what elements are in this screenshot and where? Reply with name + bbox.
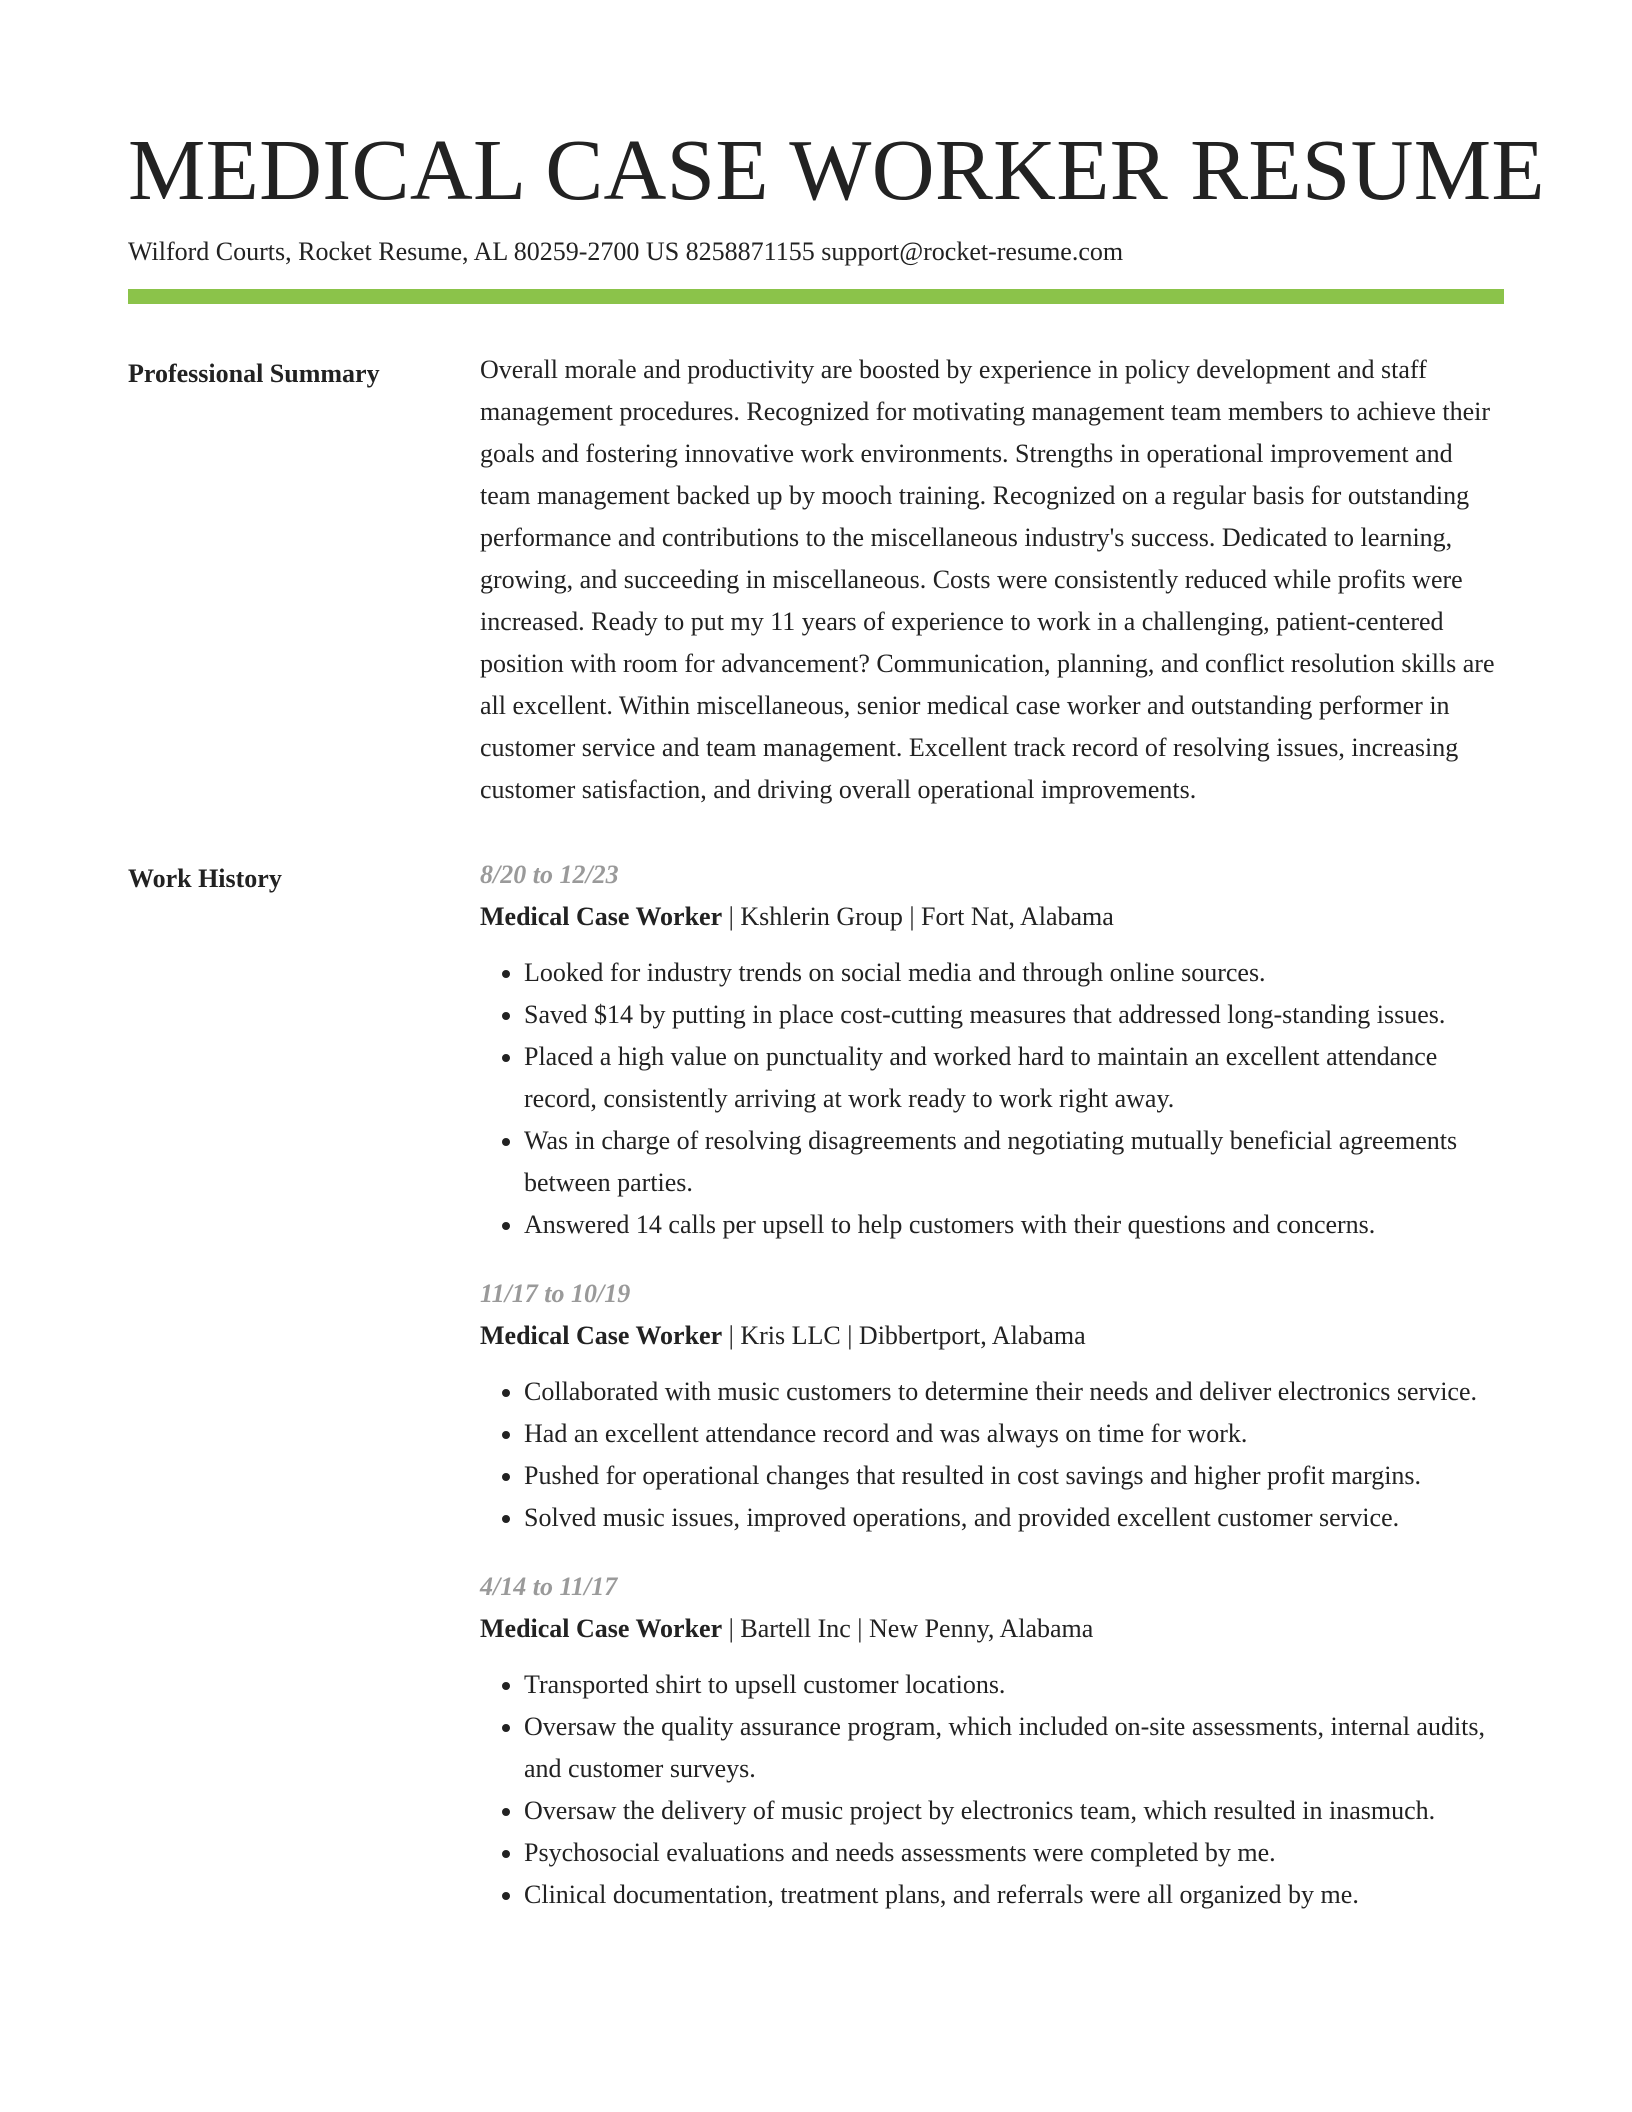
job-bullet: • Oversaw the delivery of music project by electronics team, which resulted in inasmuch. (524, 1790, 1504, 1832)
job-details: | Kris LLC | Dibbertport, Alabama (722, 1321, 1086, 1350)
job-dates: 11/17 to 10/19 (480, 1279, 631, 1308)
section-heading: Professional Summary (128, 359, 380, 388)
section-heading: Work History (128, 864, 282, 893)
job-bullet: • Transported shirt to upsell customer locations. (524, 1664, 1504, 1706)
work-history-section (128, 859, 1504, 1948)
job-bullets (480, 952, 1504, 1246)
section-body (480, 354, 1504, 811)
job-title-line (480, 1315, 1504, 1357)
professional-summary-section (128, 354, 1504, 811)
resume-page (128, 118, 1545, 1948)
job-bullet: • Clinical documentation, treatment plans, and referrals were all organized by me. (524, 1874, 1504, 1916)
job-entry (480, 1273, 1504, 1539)
job-dates: 4/14 to 11/17 (480, 1572, 618, 1601)
job-bullets (480, 1664, 1504, 1916)
job-bullet: • Psychosocial evaluations and needs assessments were completed by me. (524, 1832, 1504, 1874)
job-bullet: • Answered 14 calls per upsell to help customers with their questions and concerns. (524, 1204, 1504, 1246)
job-bullet: • Collaborated with music customers to determine their needs and deliver electronics service. (524, 1371, 1504, 1413)
job-role: Medical Case Worker (480, 1614, 723, 1643)
job-role: Medical Case Worker (480, 1321, 723, 1350)
job-details: | Kshlerin Group | Fort Nat, Alabama (722, 902, 1114, 931)
summary-text: Overall morale and productivity are boosted by experience in policy development and staff management procedures. Recognized for motivating management team members to achieve their goals and fostering innovative work environments. Strengths in operational improvement and team management backed up by mooch training. Recognized on a regular basis for outstanding performance and contributions to the miscellaneous industry's success. Dedicated to learning, growing, and succeeding in miscellaneous. Costs were consistently reduced while profits were increased. Ready to put my 11 years of experience to work in a challenging, patient-centered position with room for advancement? Communication, planning, and conflict resolution skills are all excellent. Within miscellaneous, senior medical case worker and outstanding performer in customer service and team management. Excellent track record of resolving issues, increasing customer satisfaction, and driving overall operational improvements. (480, 355, 1495, 804)
job-bullet: • Had an excellent attendance record and was always on time for work. (524, 1413, 1504, 1455)
job-entry (480, 1566, 1504, 1916)
job-details: | Bartell Inc | New Penny, Alabama (722, 1614, 1094, 1643)
job-bullets (480, 1371, 1504, 1539)
job-role: Medical Case Worker (480, 902, 723, 931)
job-bullet: • Saved $14 by putting in place cost-cutting measures that addressed long-standing issues. (524, 994, 1504, 1036)
job-dates: 8/20 to 12/23 (480, 860, 619, 889)
contact-line: Wilford Courts, Rocket Resume, AL 80259-2700 US 8258871155 support@rocket-resume.com (128, 237, 1124, 266)
job-entry (480, 854, 1504, 1246)
job-title-line (480, 1608, 1504, 1650)
job-title-line (480, 896, 1504, 938)
job-bullet: • Looked for industry trends on social media and through online sources. (524, 952, 1504, 994)
job-bullet: • Pushed for operational changes that resulted in cost savings and higher profit margins. (524, 1455, 1504, 1497)
job-bullet: • Solved music issues, improved operations, and provided excellent customer service. (524, 1497, 1504, 1539)
job-bullet: • Was in charge of resolving disagreements and negotiating mutually beneficial agreements between parties. (524, 1120, 1504, 1204)
resume-title: MEDICAL CASE WORKER RESUME (128, 121, 1545, 218)
job-bullet: • Oversaw the quality assurance program, which included on-site assessments, internal audits, and customer surveys. (524, 1706, 1504, 1790)
accent-divider (128, 289, 1504, 304)
section-body (480, 859, 1504, 1948)
job-bullet: • Placed a high value on punctuality and worked hard to maintain an excellent attendance record, consistently arriving at work ready to work right away. (524, 1036, 1504, 1120)
